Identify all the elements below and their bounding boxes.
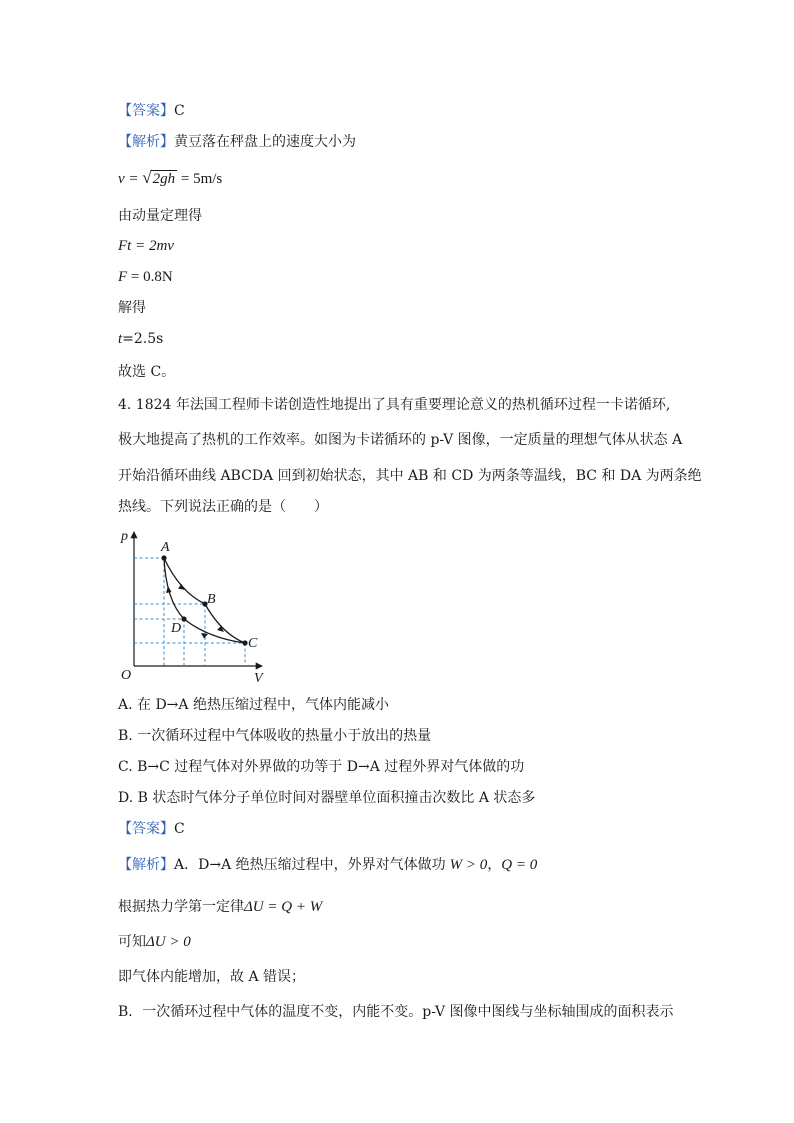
know-text: 可知 [118, 934, 146, 950]
velocity-result: = 5m/s [180, 171, 223, 187]
answer-value: C [174, 103, 185, 119]
velocity-var: v [118, 171, 125, 187]
label-d: D [171, 621, 182, 636]
f-equation [118, 267, 173, 287]
t-value: =2.5s [122, 331, 164, 347]
q3-answer-line [118, 101, 185, 121]
curve-ab [164, 558, 205, 604]
answer-tag: 【答案】 [118, 103, 174, 119]
conclusion-a: 即气体内能增加，故 A 错误； [118, 969, 306, 985]
q4-stem-line-1: 4. 1824 年法国工程师卡诺创造性地提出了具有重要理论意义的热机循环过程一卡诺循环, [118, 397, 671, 413]
v-axis-label: V [254, 671, 263, 686]
analysis-tag: 【解析】 [118, 134, 174, 150]
answer-tag: 【答案】 [118, 821, 174, 837]
q4-answer-line [118, 819, 185, 839]
analysis-a-math-w: W > 0 [449, 857, 488, 873]
q4-analysis-a [118, 855, 537, 875]
pv-diagram [118, 526, 268, 686]
t-result [118, 329, 163, 349]
solve-text: 解得 [118, 300, 146, 316]
velocity-equation: v = √2gh = 5m/s [118, 168, 223, 187]
first-law-math: ΔU = Q + W [244, 899, 323, 915]
ft-lhs: Ft [118, 238, 132, 254]
analysis-b: B．一次循环过程中气体的温度不变，内能不变。p-V 图像中图线与坐标轴围成的面积表示 [118, 1004, 674, 1020]
t-var: t [118, 331, 123, 347]
option-a: A. 在 D→A 绝热压缩过程中，气体内能减小 [118, 697, 389, 713]
ft-rhs: = 2mv [135, 238, 174, 254]
f-lhs: F [118, 269, 128, 285]
dashed-guides [134, 558, 245, 666]
q4-stem-line-2: 极大地提高了热机的工作效率。如图为卡诺循环的 p-V 图像，一定质量的理想气体从状态 A [118, 432, 683, 448]
q4-stem-line-4: 热线。下列说法正确的是（ ） [118, 499, 328, 515]
option-d: D. B 状态时气体分子单位时间对器壁单位面积撞击次数比 A 状态多 [118, 790, 536, 806]
label-a: A [161, 540, 170, 555]
analysis-a-text: A．D→A 绝热压缩过程中，外界对气体做功 [174, 857, 446, 873]
know-line [118, 932, 191, 952]
velocity-radicand: 2gh [152, 171, 176, 187]
analysis-a-math-q: Q = 0 [501, 857, 538, 873]
momentum-text: 由动量定理得 [118, 208, 202, 224]
f-rhs: = 0.8N [130, 269, 173, 285]
point-d [181, 616, 186, 621]
answer-value: C [174, 821, 185, 837]
p-axis-label: p [121, 529, 128, 544]
ft-equation [118, 236, 174, 256]
point-c [242, 640, 247, 645]
analysis-a-sep: ， [487, 857, 502, 873]
sqrt-symbol: √ [142, 168, 152, 187]
analysis-intro: 黄豆落在秤盘上的速度大小为 [174, 134, 356, 150]
origin-label: O [121, 668, 132, 683]
curve-cd [184, 619, 245, 643]
know-math: ΔU > 0 [146, 934, 191, 950]
q4-stem-line-3: 开始沿循环曲线 ABCDA 回到初始状态，其中 AB 和 CD 为两条等温线，BC 和 DA 为两条绝 [118, 468, 702, 484]
option-b: B. 一次循环过程中气体吸收的热量小于放出的热量 [118, 728, 432, 744]
q3-analysis-line [118, 132, 356, 152]
option-c: C. B→C 过程气体对外界做的功等于 D→A 过程外界对气体做的功 [118, 759, 525, 775]
curve-bc [205, 604, 245, 643]
choose-text: 故选 C。 [118, 364, 176, 380]
analysis-tag: 【解析】 [118, 857, 174, 873]
point-a [161, 555, 166, 560]
first-law-text: 根据热力学第一定律 [118, 899, 244, 915]
first-law-line [118, 897, 322, 917]
label-c: C [248, 636, 258, 651]
label-b: B [207, 592, 216, 607]
